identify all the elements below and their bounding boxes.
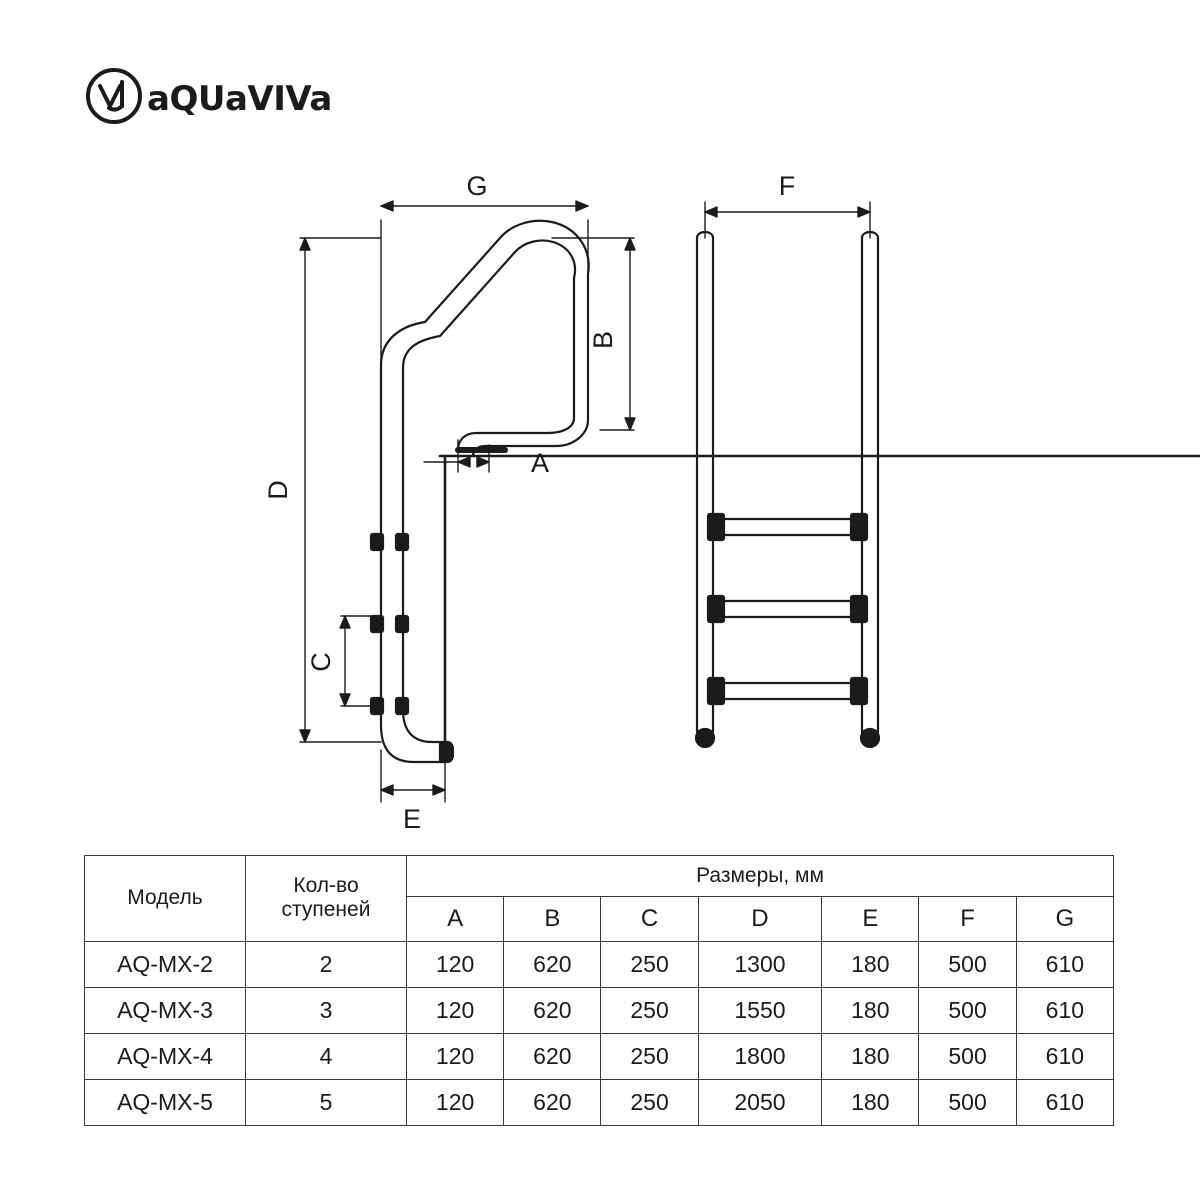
cell-model: AQ-MX-3 <box>85 987 246 1033</box>
cell-dim-g: 610 <box>1016 987 1113 1033</box>
cell-dim-f: 500 <box>919 941 1016 987</box>
cell-dim-b: 620 <box>504 941 601 987</box>
cell-dim-c: 250 <box>601 987 698 1033</box>
cell-dim-e: 180 <box>822 941 919 987</box>
cell-steps: 3 <box>246 987 407 1033</box>
brand-logo <box>84 66 332 131</box>
column-header-model: Модель <box>85 856 246 942</box>
specifications-table <box>84 855 1114 1126</box>
cell-dim-g: 610 <box>1016 941 1113 987</box>
cell-dim-f: 500 <box>919 1033 1016 1079</box>
cell-dim-b: 620 <box>504 987 601 1033</box>
table-header <box>85 856 1114 942</box>
dimension-label-C: C <box>306 652 336 672</box>
dimension-label-A: A <box>530 448 550 478</box>
cell-dim-f: 500 <box>919 1079 1016 1125</box>
cell-model: AQ-MX-5 <box>85 1079 246 1125</box>
aquaviva-circle-logo-icon <box>84 66 144 131</box>
cell-dim-a: 120 <box>407 941 504 987</box>
cell-model: AQ-MX-4 <box>85 1033 246 1079</box>
cell-dim-e: 180 <box>822 1033 919 1079</box>
dimension-label-B: B <box>588 330 618 350</box>
cell-dim-c: 250 <box>601 941 698 987</box>
cell-dim-a: 120 <box>407 1079 504 1125</box>
cell-dim-c: 250 <box>601 1079 698 1125</box>
table-row <box>85 1079 1114 1125</box>
cell-dim-d: 1550 <box>698 987 822 1033</box>
pool-ladder-technical-drawing <box>0 150 1200 830</box>
cell-dim-f: 500 <box>919 987 1016 1033</box>
table-row <box>85 941 1114 987</box>
column-header-steps <box>246 856 407 942</box>
table-body <box>85 941 1114 1125</box>
table-header-row-1 <box>85 856 1114 897</box>
column-header-dim-c: C <box>601 897 698 942</box>
cell-dim-a: 120 <box>407 1033 504 1079</box>
column-header-steps-line2: ступеней <box>281 898 371 922</box>
table-row <box>85 1033 1114 1079</box>
dimension-label-E: E <box>402 804 422 830</box>
column-header-dim-g: G <box>1016 897 1113 942</box>
cell-dim-e: 180 <box>822 1079 919 1125</box>
column-header-dim-f: F <box>919 897 1016 942</box>
cell-dim-b: 620 <box>504 1079 601 1125</box>
column-header-dim-d: D <box>698 897 822 942</box>
cell-dim-e: 180 <box>822 987 919 1033</box>
cell-dim-g: 610 <box>1016 1079 1113 1125</box>
cell-dim-d: 2050 <box>698 1079 822 1125</box>
cell-dim-d: 1300 <box>698 941 822 987</box>
dimension-label-D: D <box>263 480 293 500</box>
cell-steps: 2 <box>246 941 407 987</box>
cell-steps: 4 <box>246 1033 407 1079</box>
table-row <box>85 987 1114 1033</box>
dimension-label-F: F <box>778 171 796 201</box>
cell-dim-g: 610 <box>1016 1033 1113 1079</box>
cell-dim-d: 1800 <box>698 1033 822 1079</box>
cell-model: AQ-MX-2 <box>85 941 246 987</box>
column-header-steps-line1: Кол-во <box>293 874 359 898</box>
column-header-dim-b: B <box>504 897 601 942</box>
dimension-label-G: G <box>466 171 488 201</box>
cell-dim-c: 250 <box>601 1033 698 1079</box>
column-header-dim-e: E <box>822 897 919 942</box>
cell-steps: 5 <box>246 1079 407 1125</box>
column-header-dimensions-group: Размеры, мм <box>407 856 1114 897</box>
cell-dim-b: 620 <box>504 1033 601 1079</box>
column-header-dim-a: A <box>407 897 504 942</box>
cell-dim-a: 120 <box>407 987 504 1033</box>
brand-wordmark: aQUaVIVa <box>147 78 332 119</box>
